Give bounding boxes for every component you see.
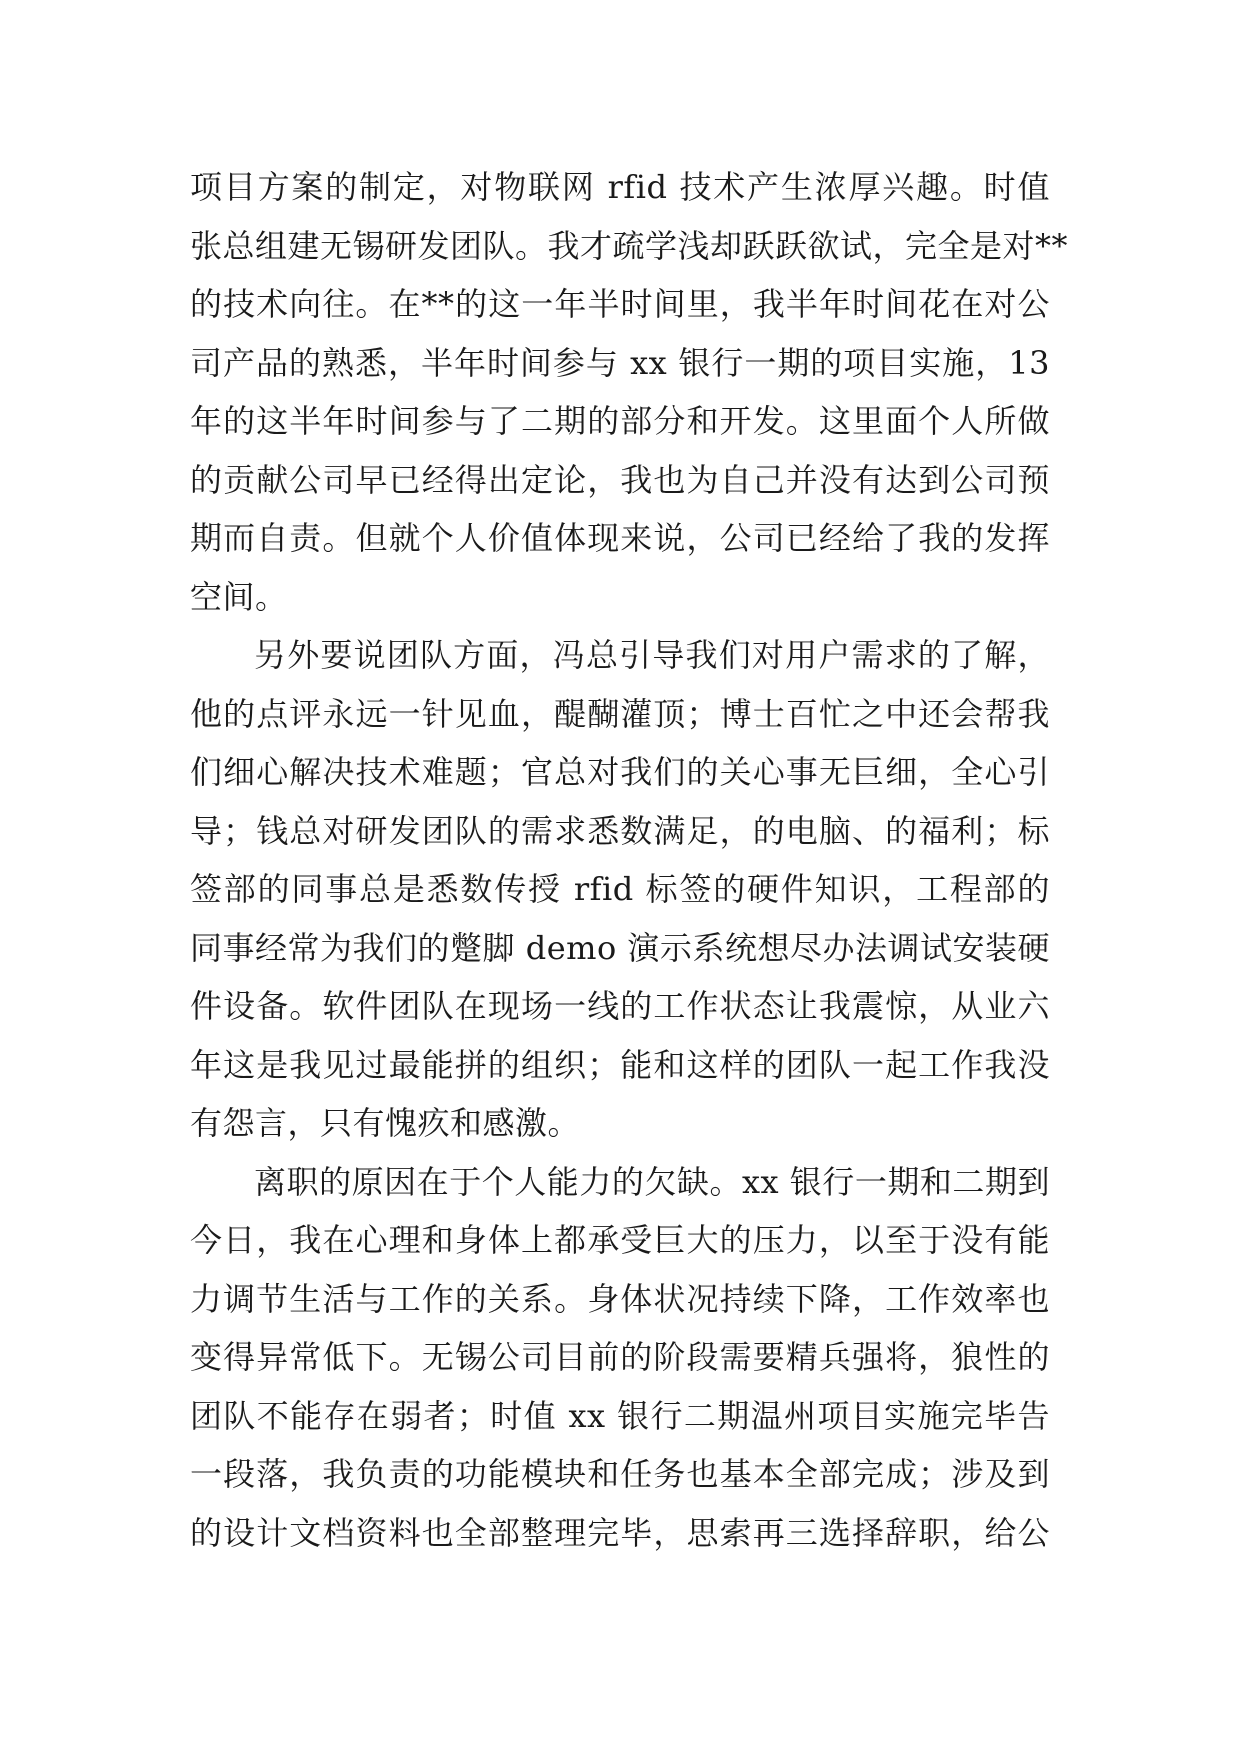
text-line: 期而自责。但就个人价值体现来说，公司已经给了我的发挥 bbox=[190, 519, 1050, 557]
text-line: 变得异常低下。无锡公司目前的阶段需要精兵强将，狼性的 bbox=[190, 1338, 1050, 1376]
text-line: 他的点评永远一针见血，醍醐灌顶；博士百忙之中还会帮我 bbox=[190, 694, 1050, 733]
document-body bbox=[190, 158, 1069, 1562]
text-line: 司产品的熟悉，半年时间参与 xx 银行一期的项目实施，13 bbox=[190, 343, 1050, 382]
text-line: 同事经常为我们的蹩脚 demo 演示系统想尽办法调试安装硬 bbox=[190, 928, 1050, 967]
text-line: 们细心解决技术难题；官总对我们的关心事无巨细，全心引 bbox=[190, 753, 1050, 791]
text-line: 的技术向往。在**的这一年半时间里，我半年时间花在对公 bbox=[190, 285, 1050, 323]
text-line: 另外要说团队方面，冯总引导我们对用户需求的了解， bbox=[254, 636, 1050, 674]
paragraph-2 bbox=[190, 626, 1050, 1153]
text-line: 年这是我见过最能拼的组织；能和这样的团队一起工作我没 bbox=[190, 1045, 1050, 1084]
text-line: 的设计文档资料也全部整理完毕，思索再三选择辞职，给公 bbox=[190, 1513, 1050, 1552]
text-line: 力调节生活与工作的关系。身体状况持续下降，工作效率也 bbox=[190, 1279, 1050, 1318]
text-line: 空间。 bbox=[190, 577, 288, 616]
text-line: 的贡献公司早已经得出定论，我也为自己并没有达到公司预 bbox=[190, 460, 1050, 499]
text-line: 签部的同事总是悉数传授 rfid 标签的硬件知识，工程部的 bbox=[190, 870, 1050, 908]
text-line: 导；钱总对研发团队的需求悉数满足，的电脑、的福利；标 bbox=[190, 811, 1050, 850]
text-line: 张总组建无锡研发团队。我才疏学浅却跃跃欲试，完全是对** bbox=[190, 226, 1069, 265]
text-line: 一段落，我负责的功能模块和任务也基本全部完成；涉及到 bbox=[190, 1455, 1050, 1493]
text-line: 件设备。软件团队在现场一线的工作状态让我震惊，从业六 bbox=[190, 987, 1050, 1025]
text-line: 年的这半年时间参与了二期的部分和开发。这里面个人所做 bbox=[190, 402, 1050, 440]
paragraph-3 bbox=[190, 1153, 1050, 1563]
text-line: 离职的原因在于个人能力的欠缺。xx 银行一期和二期到 bbox=[254, 1162, 1050, 1201]
text-line: 今日，我在心理和身体上都承受巨大的压力，以至于没有能 bbox=[190, 1221, 1050, 1259]
text-line: 项目方案的制定，对物联网 rfid 技术产生浓厚兴趣。时值 bbox=[190, 168, 1050, 206]
paragraph-1 bbox=[190, 158, 1069, 626]
text-line: 团队不能存在弱者；时值 xx 银行二期温州项目实施完毕告 bbox=[190, 1396, 1050, 1435]
text-line: 有怨言，只有愧疚和感激。 bbox=[190, 1104, 581, 1142]
